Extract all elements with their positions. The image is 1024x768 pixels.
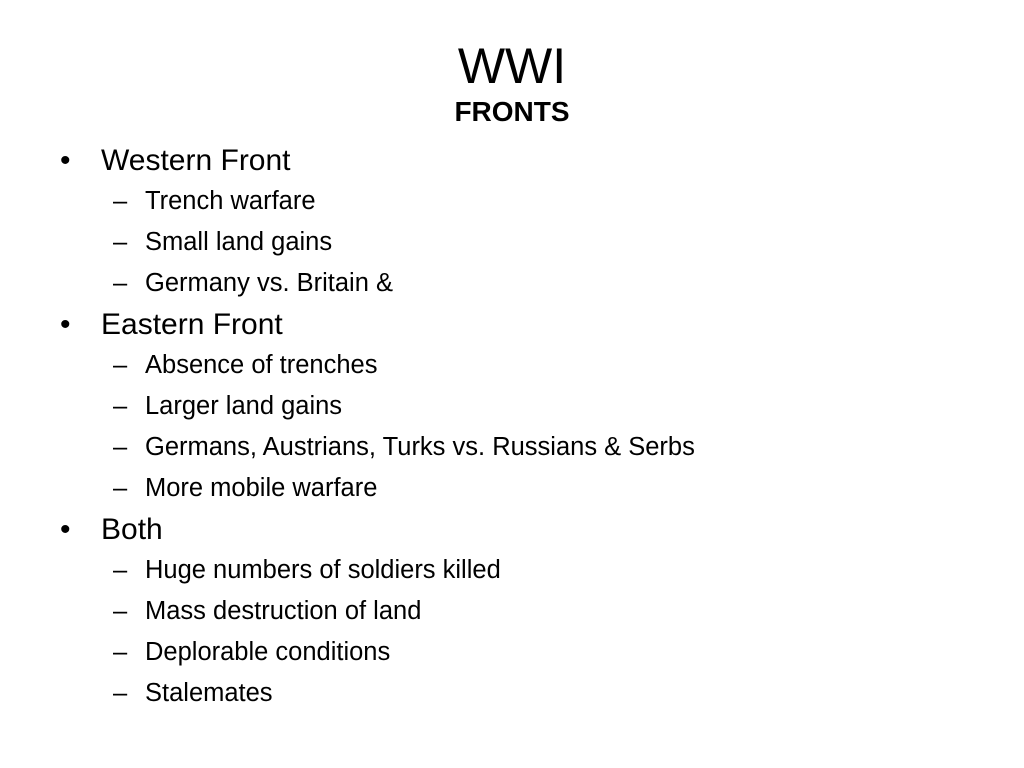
bullet-marker: • <box>60 308 71 341</box>
dash-marker: – <box>113 392 128 420</box>
sub-item <box>60 222 960 263</box>
bullet-item <box>60 140 960 181</box>
dash-marker: – <box>113 351 128 379</box>
sub-item-text: Huge numbers of soldiers killed <box>145 556 501 584</box>
bullet-marker: • <box>60 513 71 546</box>
bullet-item <box>60 509 960 550</box>
bullet-label: Both <box>101 513 163 546</box>
bullet-label: Eastern Front <box>101 308 283 341</box>
bullet-marker: • <box>60 144 71 177</box>
sub-item-text: Larger land gains <box>145 392 343 420</box>
sub-item <box>60 345 960 386</box>
sub-item-text: Stalemates <box>145 679 273 707</box>
dash-marker: – <box>113 187 128 215</box>
dash-marker: – <box>113 474 128 502</box>
sub-item-text: Germany vs. Britain & <box>145 269 393 297</box>
dash-marker: – <box>113 597 128 625</box>
slide-title: WWI <box>457 38 567 94</box>
sub-item-text: Small land gains <box>145 228 333 256</box>
bullet-list <box>60 140 960 714</box>
bullet-item <box>60 304 960 345</box>
sub-item <box>60 468 960 509</box>
section-eastern-front <box>60 304 960 509</box>
dash-marker: – <box>113 679 128 707</box>
dash-marker: – <box>113 556 128 584</box>
dash-marker: – <box>113 638 128 666</box>
dash-marker: – <box>113 269 128 297</box>
sub-item <box>60 263 960 304</box>
section-both <box>60 509 960 714</box>
sub-item <box>60 386 960 427</box>
bullet-label: Western Front <box>101 144 291 177</box>
slide-subtitle: FRONTS <box>454 96 570 127</box>
sub-item <box>60 591 960 632</box>
sub-item-text: Trench warfare <box>145 187 316 215</box>
sub-item <box>60 181 960 222</box>
dash-marker: – <box>113 433 128 461</box>
sub-item-text: Germans, Austrians, Turks vs. Russians & Serbs <box>145 433 695 461</box>
sub-item-text: More mobile warfare <box>145 474 378 502</box>
sub-item-text: Absence of trenches <box>145 351 378 379</box>
dash-marker: – <box>113 228 128 256</box>
sub-item <box>60 427 960 468</box>
sub-item <box>60 632 960 673</box>
title-block <box>0 36 1024 128</box>
sub-item-text: Mass destruction of land <box>145 597 422 625</box>
sub-item-text: Deplorable conditions <box>145 638 391 666</box>
section-western-front <box>60 140 960 304</box>
sub-item <box>60 550 960 591</box>
sub-item <box>60 673 960 714</box>
